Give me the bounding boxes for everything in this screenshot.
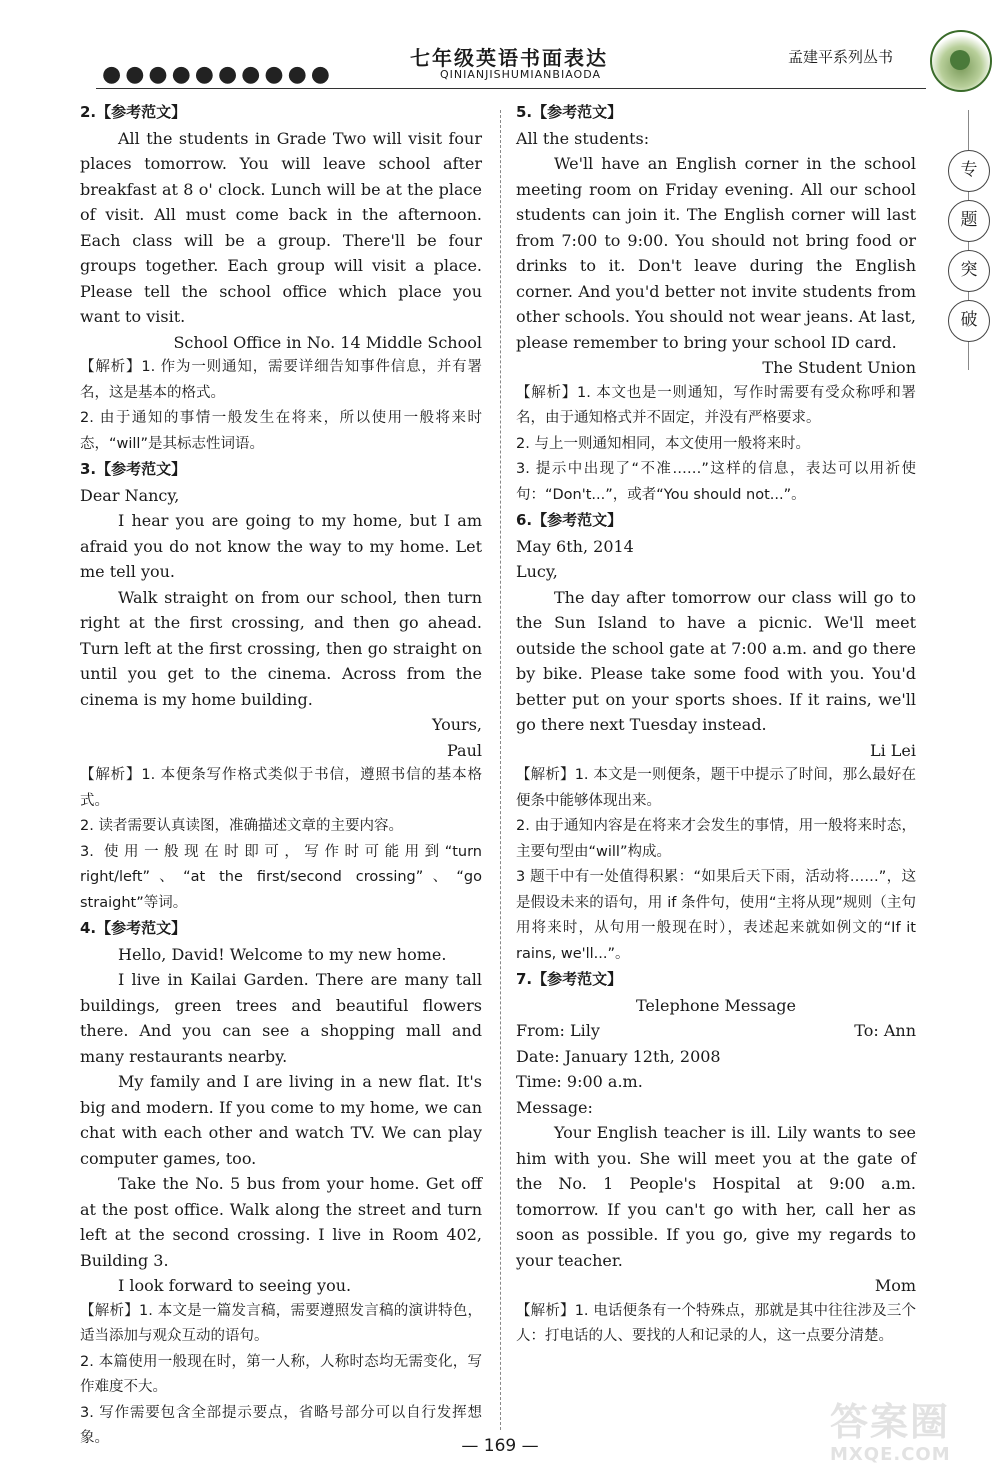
section-heading: 2.【参考范文】	[80, 103, 187, 121]
model-paragraph: I live in Kailai Garden. There are many tall buildings, green trees and beautiful flowers there. And you can see a shopping mall and many restaurants nearby.	[80, 970, 482, 1066]
analysis-note: 2. 由于通知的事情一般发生在将来，所以使用一般将来时态，“will”是其标志性词语。	[80, 410, 482, 452]
analysis-note: 3. 使用一般现在时即可，写作时可能用到“turn right/left”、“at the first/second crossing”、“go straight”等词。	[80, 843, 482, 911]
book-title: 七年级英语书面表达	[410, 46, 608, 70]
signature-line: The Student Union	[762, 358, 916, 377]
message-from: From: Lily	[516, 1021, 600, 1040]
model-paragraph: The day after tomorrow our class will go to the Sun Island to have a picnic. We'll meet outside the school gate at 7:00 a.m. and go there by bike. Please take some food with you. You'd better put on your sports shoes. If it rains, we'll go there next Tuesday instead.	[516, 587, 916, 734]
section-heading: 5.【参考范文】	[516, 103, 623, 121]
section-heading: 3.【参考范文】	[80, 460, 187, 478]
model-paragraph: Hello, David! Welcome to my new home.	[118, 944, 447, 964]
model-paragraph: I hear you are going to my home, but I am afraid you do not know the way to my home. Let me tell you.	[80, 511, 482, 581]
analysis-note: 【解析】1. 本文是一则便条，题干中提示了时间，那么最好在便条中能够体现出来。	[516, 767, 916, 809]
watermark-logo-text: 答案圈	[830, 1400, 951, 1444]
left-column	[80, 100, 482, 1452]
model-paragraph: I look forward to seeing you.	[118, 1276, 352, 1295]
signature-line: Paul	[446, 740, 482, 760]
model-paragraph: Take the No. 5 bus from your home. Get off at the post office. Walk along the street and turn left at the second crossing. I live in Room 402, Building 3.	[80, 1174, 482, 1270]
section-heading: 6.【参考范文】	[516, 511, 623, 529]
message-header-row	[516, 1018, 916, 1044]
signature-line: Mom	[874, 1276, 916, 1295]
text-line: Date: January 12th, 2008	[516, 1046, 721, 1066]
side-tab-4: 破	[948, 300, 990, 342]
text-line: Dear Nancy,	[80, 485, 180, 505]
page-number: — 169 —	[461, 1436, 539, 1456]
analysis-note: 【解析】1. 本文是一篇发言稿，需要遵照发言稿的演讲特色，适当添加与观众互动的语句。	[80, 1302, 482, 1344]
analysis-note: 【解析】1. 电话便条有一个特殊点，那就是其中往往涉及三个人：打电话的人、要找的人和记录的人，这一点要分清楚。	[516, 1302, 916, 1344]
analysis-note: 【解析】1. 本便条写作格式类似于书信，遵照书信的基本格式。	[80, 767, 482, 809]
publisher-logo-icon	[930, 30, 992, 92]
header-dots: ●●●●●●●●●●	[102, 62, 334, 87]
section-heading: 7.【参考范文】	[516, 970, 623, 988]
side-tab-3: 突	[948, 250, 990, 292]
section-heading: 4.【参考范文】	[80, 919, 187, 937]
text-line: Message:	[516, 1097, 593, 1117]
side-tab-2: 题	[948, 200, 990, 242]
analysis-note: 3 题干中有一处值得积累：“如果后天下雨，活动将……”，这是假设未来的语句，用 if 条件句，使用“主将从现”规则（主句用将来时，从句用一般现在时），表述起来就如例文的“If it rains, we'll...”。	[516, 869, 916, 962]
text-line: All the students:	[516, 128, 650, 148]
model-paragraph: My family and I are living in a new flat. It's big and modern. If you come to my home, we can chat with each other and watch TV. We can play computer games, too.	[80, 1072, 482, 1168]
model-paragraph: We'll have an English corner in the school meeting room on Friday evening. All our school students can join it. The English corner will last from 7:00 to 9:00. You should not bring food or drinks to it. Don't leave during the English corner. And you'd better not invite students from other schools. You should not wear jeans. At last, please remember to bring your school ID card.	[516, 154, 916, 352]
message-title: Telephone Message	[635, 995, 797, 1015]
analysis-note: 2. 与上一则通知相同，本文使用一般将来时。	[516, 435, 810, 452]
analysis-note: 【解析】1. 本文也是一则通知，写作时需要有受众称呼和署名，由于通知格式并不固定，并没有严格要求。	[516, 384, 916, 426]
text-line: May 6th, 2014	[516, 536, 634, 556]
site-watermark	[830, 1400, 990, 1476]
signature-line: Li Lei	[869, 740, 916, 760]
signature-line: Yours,	[431, 715, 482, 734]
series-name: 孟建平系列丛书	[788, 48, 894, 66]
analysis-note: 2. 读者需要认真读图，准确描述文章的主要内容。	[80, 818, 403, 834]
model-paragraph: Your English teacher is ill. Lily wants to see him with you. She will meet you at the gate of the No. 1 People's Hospital at 9:00 a.m. tomorrow. If you can't go with her, call her as soon as possible. If you go, give my regards to your teacher.	[516, 1123, 916, 1270]
header-rule	[96, 88, 926, 89]
model-paragraph: Walk straight on from our school, then turn right at the first crossing, and then go ahead. Turn left at the first crossing, then go straight on until you get to the cinema. Across from the cinema is my home building.	[80, 587, 482, 709]
analysis-note: 3. 写作需要包含全部提示要点，省略号部分可以自行发挥想象。	[80, 1404, 482, 1446]
analysis-note: 【解析】1. 作为一则通知，需要详细告知事件信息，并有署名，这是基本的格式。	[80, 359, 482, 401]
text-line: Time: 9:00 a.m.	[516, 1072, 643, 1091]
analysis-note: 2. 由于通知内容是在将来才会发生的事情，用一般将来时态，主要句型由“will”构成。	[516, 818, 916, 860]
right-column	[516, 100, 916, 1350]
side-tab-1: 专	[948, 150, 990, 192]
model-paragraph: All the students in Grade Two will visit four places tomorrow. You will leave school after breakfast at 8 o' clock. Lunch will be at the place of visit. All must come back in the afternoon. Each class will be a group. There'll be four groups together. Each group will visit a place. Please tell the school office which place you want to visit.	[80, 128, 482, 326]
analysis-note: 3. 提示中出现了“不准……”这样的信息，表达可以用祈使句：“Don't...”，或者“You should not...”。	[516, 461, 916, 503]
column-divider	[500, 110, 501, 1430]
text-line: Lucy,	[516, 562, 558, 581]
signature-line: School Office in No. 14 Middle School	[173, 332, 482, 352]
message-to: To: Ann	[854, 1021, 916, 1040]
watermark-url: MXQE.COM	[830, 1444, 951, 1465]
book-title-pinyin: QINIANJISHUMIANBIAODA	[440, 68, 601, 81]
page-header	[0, 0, 1000, 96]
analysis-note: 2. 本篇使用一般现在时，第一人称，人称时态均无需变化，写作难度不大。	[80, 1353, 482, 1395]
